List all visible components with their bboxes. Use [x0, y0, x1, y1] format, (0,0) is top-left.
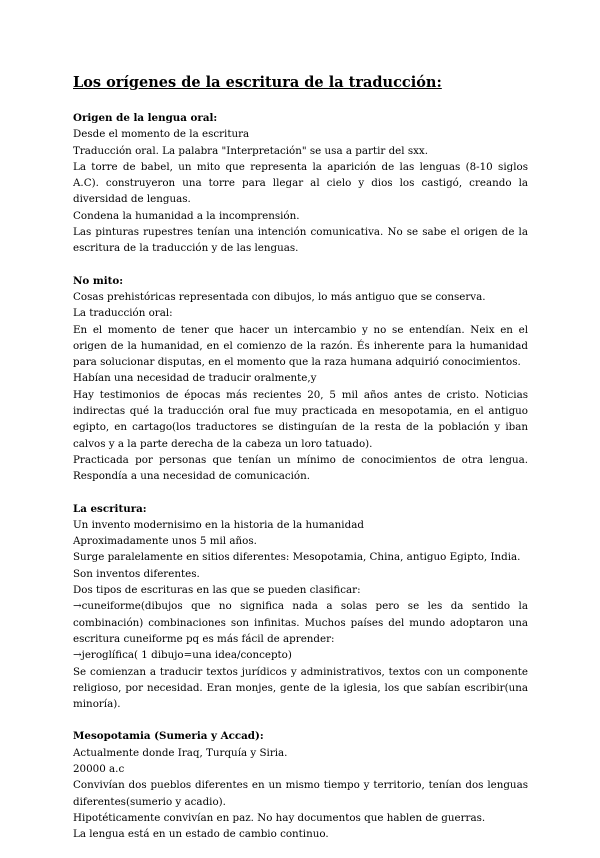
paragraph: Hay testimonios de épocas más recientes 20, 5 mil años antes de cristo. Noticias indirectas qué la traducción oral fue muy practicada en mesopotamia, en el antiguo egipto, en cartago(los traductores se distinguían de la resta de la población y iban calvos y a la parte derecha de la cabeza un loro tatuado). [73, 388, 528, 450]
document-body [73, 74, 528, 858]
section-origen-lengua-oral [73, 110, 528, 257]
section-mesopotamia [73, 728, 528, 842]
paragraph: Dos tipos de escrituras en las que se pueden clasificar: [73, 584, 361, 597]
paragraph: 20000 a.c [73, 762, 125, 775]
section-la-escritura [73, 501, 528, 713]
document-title: Los orígenes de la escritura de la traducción: [73, 74, 442, 91]
paragraph: Son inventos diferentes. [73, 567, 200, 580]
paragraph: →cuneiforme(dibujos que no significa nada a solas pero se les da sentido la combinación) combinaciones son infinitas. Muchos países del mundo adoptaron una escritura cuneiforme pq es más fácil de aprender: [73, 600, 528, 645]
paragraph: Habían una necesidad de traducir oralmente,y [73, 372, 317, 385]
paragraph: La traducción oral: [73, 307, 173, 320]
section-no-mito [73, 273, 528, 485]
paragraph: Cosas prehistóricas representada con dibujos, lo más antiguo que se conserva. [73, 290, 486, 303]
paragraph: La torre de babel, un mito que representa la aparición de las lenguas (8-10 siglos A.C). construyeron una torre para llegar al cielo y dios los castigó, creando la diversidad de lenguas. [73, 160, 528, 206]
paragraph: Desde el momento de la escritura [73, 128, 250, 141]
section-heading: La escritura: [73, 502, 147, 515]
paragraph: La lengua está en un estado de cambio continuo. [73, 828, 329, 841]
paragraph: Aproximadamente unos 5 mil años. [73, 535, 257, 548]
paragraph: Practicada por personas que tenían un mínimo de conocimientos de otra lengua. Respondía a una necesidad de comunicación. [73, 453, 528, 483]
paragraph: Condena la humanidad a la incomprensión. [73, 209, 300, 222]
paragraph: Traducción oral. La palabra "Interpretación" se usa a partir del sxx. [73, 144, 428, 157]
paragraph: Actualmente donde Iraq, Turquía y Siria. [73, 746, 288, 759]
paragraph: Las pinturas rupestres tenían una intención comunicativa. No se sabe el origen de la escritura de la traducción y de las lenguas. [73, 226, 528, 255]
section-heading: Origen de la lengua oral: [73, 112, 218, 124]
section-heading: Mesopotamia (Sumeria y Accad): [73, 730, 264, 743]
paragraph: Se comienzan a traducir textos jurídicos y administrativos, textos con un componente religioso, por necesidad. Eran monjes, gente de la iglesia, los que sabían escribir(una minoría). [73, 665, 528, 711]
paragraph: En el momento de tener que hacer un intercambio y no se entendían. Neix en el origen de la humanidad, en el comienzo de la razón. És inherente para la humanidad para solucionar disputas, en el momento que la raza humana adquirió conocimientos. [73, 323, 528, 369]
paragraph: Convivían dos pueblos diferentes en un mismo tiempo y territorio, tenían dos lenguas diferentes(sumerio y acadio). [73, 779, 528, 808]
paragraph: Un invento modernisimo en la historia de la humanidad [73, 518, 364, 531]
paragraph: Surge paralelamente en sitios diferentes: Mesopotamia, China, antiguo Egipto, India. [73, 551, 521, 564]
paragraph: →jeroglífica( 1 dibujo=una idea/concepto) [73, 649, 292, 662]
section-heading: No mito: [73, 274, 124, 287]
paragraph: Hipotéticamente convivían en paz. No hay documentos que hablen de guerras. [73, 811, 486, 824]
